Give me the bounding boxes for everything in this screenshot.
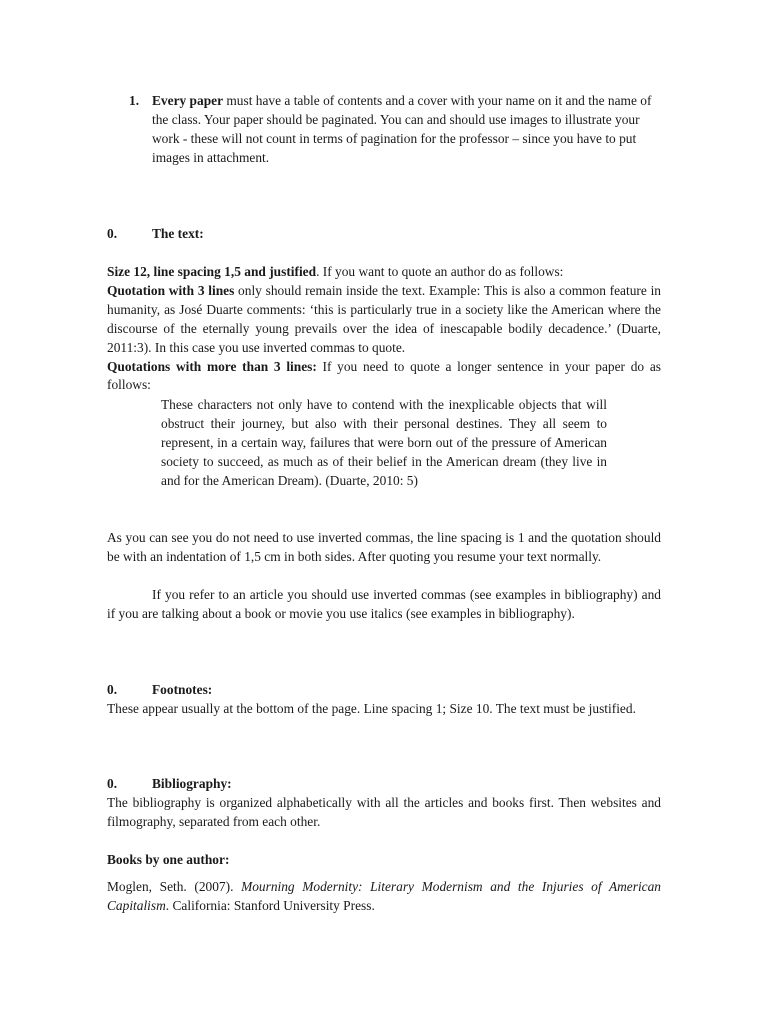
- bold-quotation-more-lines: Quotations with more than 3 lines:: [107, 358, 317, 374]
- paragraph-bibliography: The bibliography is organized alphabetically with all the articles and books first. Then websites and filmography, separated from each other.: [107, 795, 661, 829]
- heading-title: Bibliography:: [152, 776, 232, 791]
- text-quote-intro: . If you want to quote an author do as follows:: [316, 264, 564, 279]
- entry-author: Moglen, Seth. (2007).: [107, 879, 242, 894]
- text-long-quote-intro: If you need to quote a longer sentence in your paper do as follows:: [107, 358, 661, 393]
- subheading-books-one-author: Books by one author:: [107, 852, 230, 867]
- paragraph-inverted-commas: As you can see you do not need to use inverted commas, the line spacing is 1 and the quotation should be with an indentation of 1,5 cm in both sides. After quoting you resume your text normally.: [107, 530, 661, 564]
- paragraph-formatting: [107, 263, 661, 395]
- list-item-text: [152, 92, 661, 168]
- heading-title: The text:: [152, 226, 204, 241]
- entry-publisher: . California: Stanford University Press.: [165, 897, 375, 913]
- heading-number: 0.: [107, 776, 118, 791]
- paragraph-article-reference: If you refer to an article you should use inverted commas (see examples in bibliography) and if you are talking about a book or movie you use italics (see examples in bibliography).: [107, 587, 661, 621]
- list-item-body: must have a table of contents and a cover with your name on it and the name of the class. Your paper should be paginated. You can and should use images to illustrate your work - these will not count in terms of pagination for the professor – since you have to put images in attachment.: [152, 93, 652, 165]
- list-item-bold-lead: Every paper: [152, 93, 224, 108]
- bold-quotation-3-lines: Quotation with 3 lines: [107, 282, 235, 298]
- block-quotation: These characters not only have to contend with the inexplicable objects that will obstruct their journey, but also with their personal destines. They all seem to represent, in a certain way, failures that were born out of the pressure of American society to succeed, as much as of their belief in the American dream (they live in and for the American Dream). (Duarte, 2010: 5): [161, 397, 607, 488]
- heading-number: 0.: [107, 226, 118, 241]
- paragraph-footnotes: These appear usually at the bottom of the page. Line spacing 1; Size 10. The text must be justified.: [107, 701, 636, 716]
- heading-title: Footnotes:: [152, 682, 213, 697]
- bibliography-entry: [107, 878, 661, 916]
- entry-title: Mourning Modernity: Literary Modernism and the Injuries of American Capitalism: [107, 879, 662, 913]
- heading-number: 0.: [107, 682, 118, 697]
- text-quotation-example: only should remain inside the text. Example: This is also a common feature in humanity, as José Duarte comments: ‘this is particularly true in a society like the American where the discourse of the eternally young prevails over the idea of inescapable bodily decadence.’ (Duarte, 2011:3). In this case you use inverted commas to quote.: [107, 282, 661, 355]
- list-item-every-paper: [129, 92, 661, 168]
- bold-size-spacing: Size 12, line spacing 1,5 and justified: [107, 264, 317, 279]
- list-marker: 1.: [129, 93, 140, 108]
